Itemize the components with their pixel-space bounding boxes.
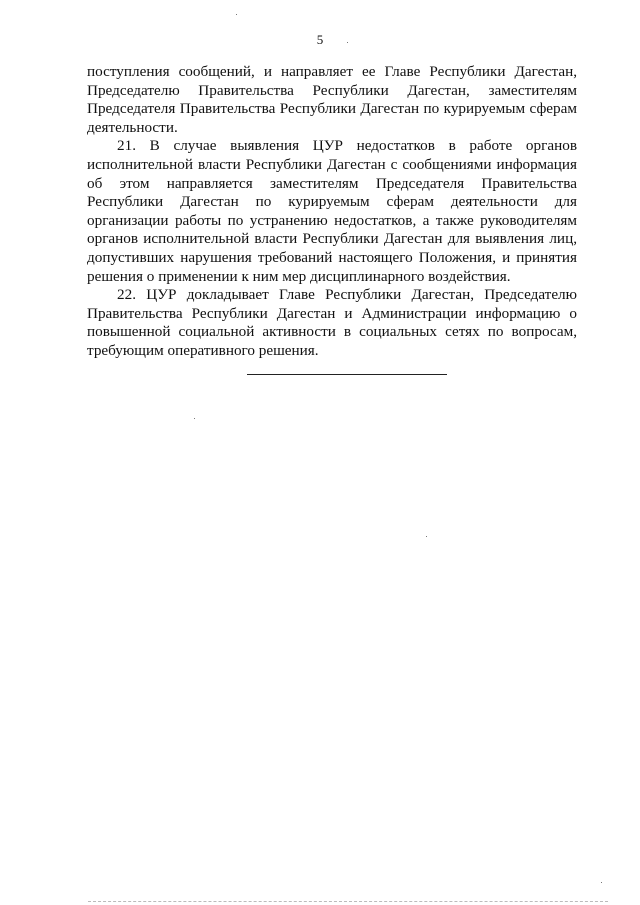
scan-speck [194,418,195,419]
scan-speck [426,536,427,537]
paragraph-21: 21. В случае выявления ЦУР недостатков в работе органов исполнительной власти Республики Дагестан с сообщениями информация об этом направляется заместителям Председателя Правительства Республики Дагестан по курируемым сферам деятельности для организации работы по устранению недостатков, а также руководителям органов исполнительной власти Республики Дагестан для выявления лиц, допустивших нарушения требований настоящего Положения, и принятия решения о применении к ним мер дисциплинарного воздействия. [87,137,577,285]
scan-speck [601,882,602,883]
scan-speck [236,14,237,15]
scan-bottom-edge [88,901,608,902]
paragraph-continuation: поступления сообщений, и направляет ее Главе Республики Дагестан, Председателю Правительства Республики Дагестан, заместителям Председателя Правительства Республики Дагестан по курируемым сферам деятельности. [87,63,577,136]
page-number: 5 [316,32,324,47]
document-body [87,63,577,361]
scan-speck [347,42,348,43]
end-of-document-divider [247,374,447,375]
paragraph-22: 22. ЦУР докладывает Главе Республики Дагестан, Председателю Правительства Республики Дагестан и Администрации информацию о повышенной социальной активности в социальных сетях по вопросам, требующим оперативного решения. [87,286,577,359]
